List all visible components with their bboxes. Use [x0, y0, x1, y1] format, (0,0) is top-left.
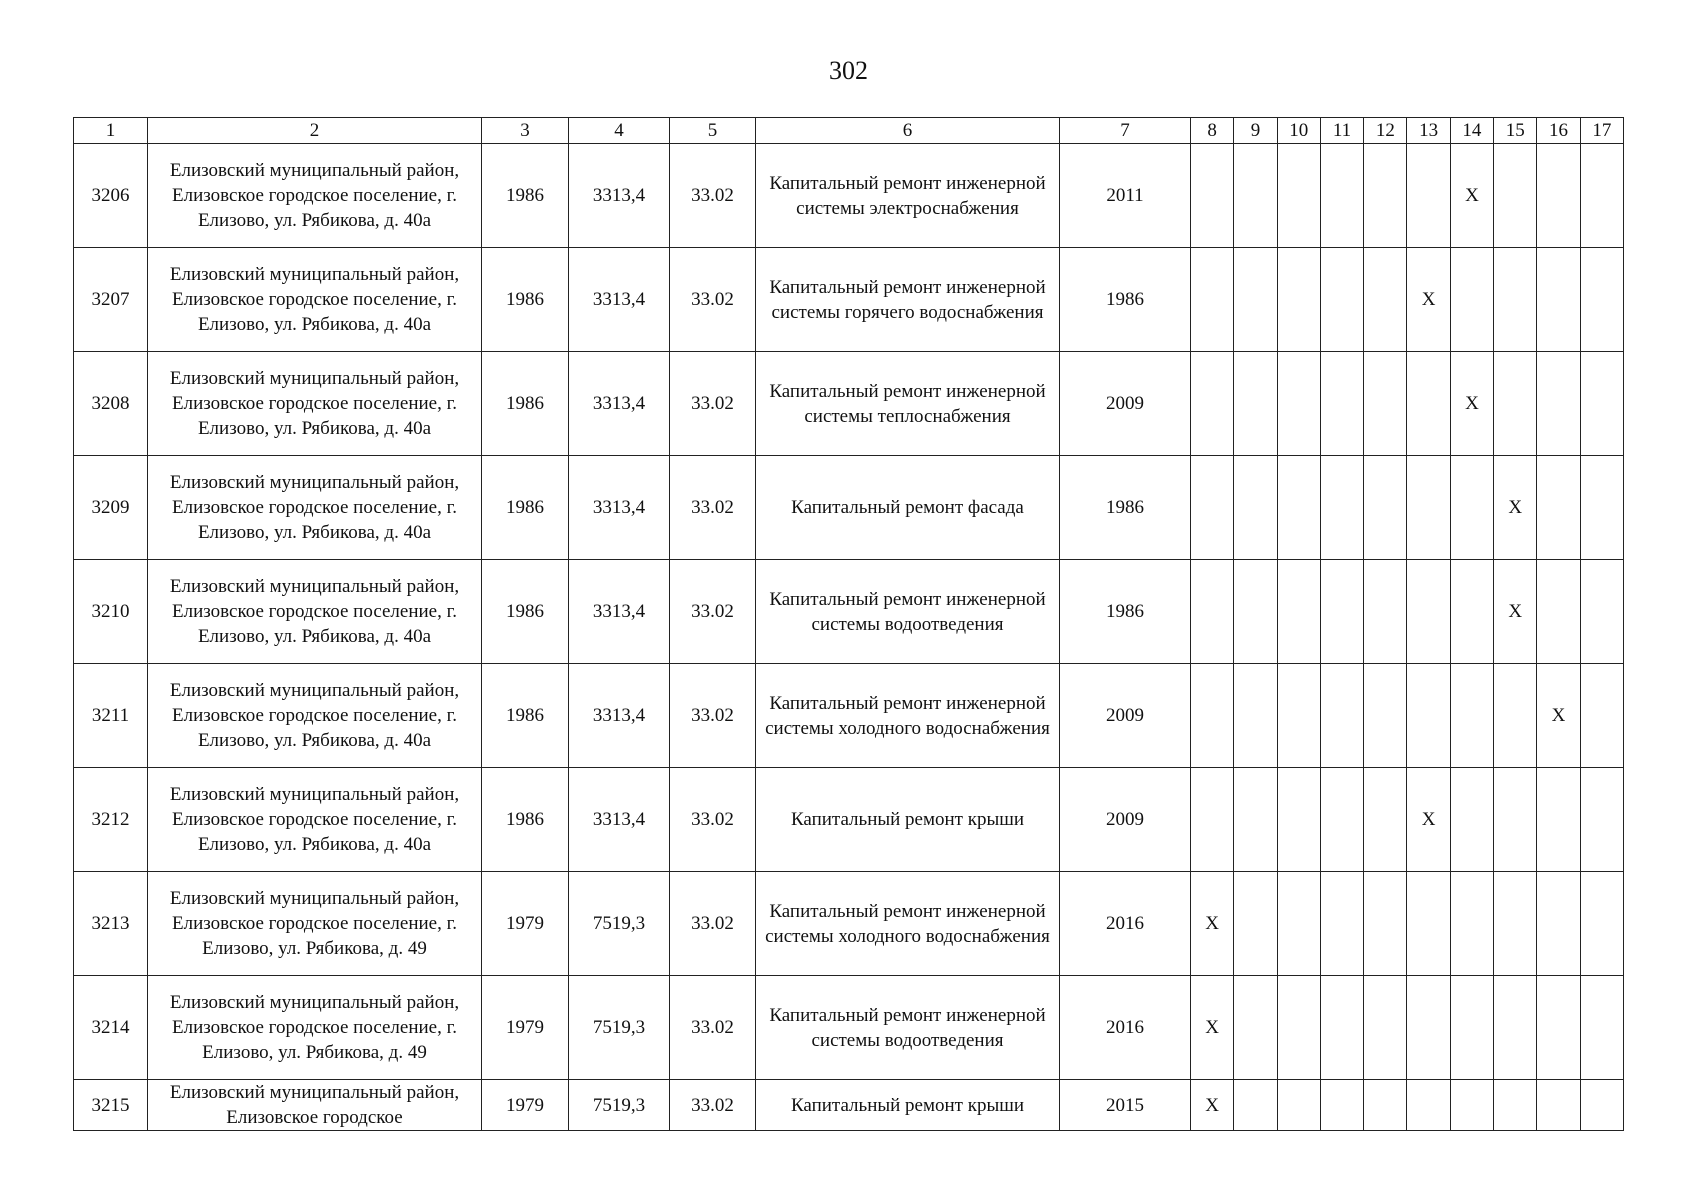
- mark-cell-col-8: X: [1191, 976, 1234, 1080]
- mark-cell-col-8: [1191, 560, 1234, 664]
- row-number: 3208: [74, 352, 148, 456]
- mark-cell-col-14: [1450, 248, 1493, 352]
- mark-cell-col-13: [1407, 976, 1450, 1080]
- mark-cell-col-17: [1580, 1080, 1623, 1131]
- mark-cell-col-14: [1450, 976, 1493, 1080]
- mark-cell-col-17: [1580, 144, 1623, 248]
- year-cell: 1986: [1060, 248, 1191, 352]
- year-cell: 2015: [1060, 1080, 1191, 1131]
- row-number: 3209: [74, 456, 148, 560]
- address-text: Елизовский муниципальный район, Елизовское городское: [169, 1082, 460, 1128]
- row-number: 3212: [74, 768, 148, 872]
- column-header-2: 2: [148, 118, 482, 144]
- area-cell: 7519,3: [569, 872, 670, 976]
- mark-cell-col-10: [1277, 144, 1320, 248]
- column-header-14: 14: [1450, 118, 1493, 144]
- work-type-cell: Капитальный ремонт крыши: [756, 768, 1060, 872]
- year-cell: 2009: [1060, 352, 1191, 456]
- work-type-cell: Капитальный ремонт фасада: [756, 456, 1060, 560]
- table-body: [74, 118, 1624, 1131]
- mark-cell-col-10: [1277, 976, 1320, 1080]
- mark-cell-col-13: X: [1407, 768, 1450, 872]
- work-type-cell: Капитальный ремонт инженерной системы холодного водоснабжения: [756, 872, 1060, 976]
- mark-cell-col-8: [1191, 664, 1234, 768]
- mark-cell-col-16: [1537, 768, 1580, 872]
- mark-cell-col-8: [1191, 456, 1234, 560]
- mark-cell-col-15: [1494, 1080, 1537, 1131]
- mark-cell-col-10: [1277, 560, 1320, 664]
- mark-cell-col-15: [1494, 872, 1537, 976]
- mark-cell-col-12: [1364, 664, 1407, 768]
- table-row: [74, 248, 1624, 352]
- mark-cell-col-12: [1364, 456, 1407, 560]
- mark-cell-col-17: [1580, 664, 1623, 768]
- mark-cell-col-12: [1364, 1080, 1407, 1131]
- year-built-cell: 1979: [482, 976, 569, 1080]
- column-header-12: 12: [1364, 118, 1407, 144]
- mark-cell-col-14: [1450, 456, 1493, 560]
- mark-cell-col-9: [1234, 560, 1277, 664]
- mark-cell-col-14: X: [1450, 144, 1493, 248]
- year-cell: 1986: [1060, 456, 1191, 560]
- work-type-cell: Капитальный ремонт инженерной системы холодного водоснабжения: [756, 664, 1060, 768]
- mark-cell-col-16: [1537, 560, 1580, 664]
- mark-cell-col-12: [1364, 872, 1407, 976]
- mark-cell-col-10: [1277, 456, 1320, 560]
- area-cell: 7519,3: [569, 1080, 670, 1131]
- year-built-cell: 1986: [482, 664, 569, 768]
- mark-cell-col-11: [1320, 872, 1363, 976]
- code-cell: 33.02: [670, 664, 756, 768]
- mark-cell-col-15: [1494, 352, 1537, 456]
- mark-cell-col-11: [1320, 352, 1363, 456]
- mark-cell-col-13: [1407, 872, 1450, 976]
- work-type-cell: Капитальный ремонт крыши: [756, 1080, 1060, 1131]
- code-cell: 33.02: [670, 248, 756, 352]
- column-header-8: 8: [1191, 118, 1234, 144]
- year-built-cell: 1986: [482, 768, 569, 872]
- mark-cell-col-17: [1580, 456, 1623, 560]
- mark-cell-col-11: [1320, 664, 1363, 768]
- mark-cell-col-17: [1580, 248, 1623, 352]
- row-number: 3213: [74, 872, 148, 976]
- column-header-16: 16: [1537, 118, 1580, 144]
- mark-cell-col-9: [1234, 768, 1277, 872]
- mark-cell-col-15: X: [1494, 456, 1537, 560]
- year-built-cell: 1986: [482, 248, 569, 352]
- mark-cell-col-8: X: [1191, 1080, 1234, 1131]
- work-type-cell: Капитальный ремонт инженерной системы водоотведения: [756, 976, 1060, 1080]
- mark-cell-col-16: [1537, 352, 1580, 456]
- mark-cell-col-12: [1364, 768, 1407, 872]
- column-header-6: 6: [756, 118, 1060, 144]
- mark-cell-col-12: [1364, 560, 1407, 664]
- table-row: [74, 456, 1624, 560]
- mark-cell-col-14: [1450, 1080, 1493, 1131]
- mark-cell-col-14: [1450, 664, 1493, 768]
- address-cell: Елизовский муниципальный район, Елизовское городское поселение, г. Елизово, ул. Рябикова, д. 49: [148, 976, 482, 1080]
- table-row: [74, 664, 1624, 768]
- address-cell: Елизовский муниципальный район, Елизовское городское поселение, г. Елизово, ул. Рябикова, д. 40а: [148, 664, 482, 768]
- year-cell: 2009: [1060, 768, 1191, 872]
- code-cell: 33.02: [670, 144, 756, 248]
- mark-cell-col-17: [1580, 560, 1623, 664]
- mark-cell-col-16: [1537, 248, 1580, 352]
- year-built-cell: 1986: [482, 352, 569, 456]
- row-number: 3211: [74, 664, 148, 768]
- mark-cell-col-13: X: [1407, 248, 1450, 352]
- mark-cell-col-13: [1407, 352, 1450, 456]
- mark-cell-col-12: [1364, 144, 1407, 248]
- mark-cell-col-11: [1320, 1080, 1363, 1131]
- column-header-10: 10: [1277, 118, 1320, 144]
- code-cell: 33.02: [670, 456, 756, 560]
- mark-cell-col-17: [1580, 768, 1623, 872]
- mark-cell-col-11: [1320, 976, 1363, 1080]
- mark-cell-col-10: [1277, 1080, 1320, 1131]
- column-header-11: 11: [1320, 118, 1363, 144]
- mark-cell-col-8: X: [1191, 872, 1234, 976]
- table-row: [74, 768, 1624, 872]
- mark-cell-col-15: [1494, 664, 1537, 768]
- column-header-5: 5: [670, 118, 756, 144]
- mark-cell-col-9: [1234, 248, 1277, 352]
- area-cell: 3313,4: [569, 768, 670, 872]
- mark-cell-col-11: [1320, 248, 1363, 352]
- address-cell: Елизовский муниципальный район, Елизовское городское поселение, г. Елизово, ул. Рябикова, д. 40а: [148, 456, 482, 560]
- mark-cell-col-15: X: [1494, 560, 1537, 664]
- code-cell: 33.02: [670, 872, 756, 976]
- column-header-17: 17: [1580, 118, 1623, 144]
- column-header-13: 13: [1407, 118, 1450, 144]
- mark-cell-col-17: [1580, 976, 1623, 1080]
- address-cell: Елизовский муниципальный район, Елизовское городское поселение, г. Елизово, ул. Рябикова, д. 40а: [148, 248, 482, 352]
- mark-cell-col-9: [1234, 976, 1277, 1080]
- mark-cell-col-16: [1537, 144, 1580, 248]
- code-cell: 33.02: [670, 768, 756, 872]
- mark-cell-col-9: [1234, 872, 1277, 976]
- mark-cell-col-11: [1320, 456, 1363, 560]
- code-cell: 33.02: [670, 560, 756, 664]
- area-cell: 7519,3: [569, 976, 670, 1080]
- year-built-cell: 1986: [482, 144, 569, 248]
- mark-cell-col-13: [1407, 560, 1450, 664]
- mark-cell-col-13: [1407, 1080, 1450, 1131]
- table-row: [74, 976, 1624, 1080]
- mark-cell-col-10: [1277, 248, 1320, 352]
- year-built-cell: 1986: [482, 456, 569, 560]
- year-cell: 2016: [1060, 976, 1191, 1080]
- mark-cell-col-14: [1450, 872, 1493, 976]
- work-type-cell: Капитальный ремонт инженерной системы теплоснабжения: [756, 352, 1060, 456]
- column-header-1: 1: [74, 118, 148, 144]
- table-row: [74, 352, 1624, 456]
- area-cell: 3313,4: [569, 456, 670, 560]
- row-number: 3206: [74, 144, 148, 248]
- mark-cell-col-13: [1407, 144, 1450, 248]
- page-number: 302: [829, 56, 868, 85]
- column-header-3: 3: [482, 118, 569, 144]
- mark-cell-col-11: [1320, 768, 1363, 872]
- work-type-cell: Капитальный ремонт инженерной системы водоотведения: [756, 560, 1060, 664]
- mark-cell-col-9: [1234, 1080, 1277, 1131]
- mark-cell-col-15: [1494, 144, 1537, 248]
- mark-cell-col-13: [1407, 664, 1450, 768]
- address-cell: Елизовский муниципальный район, Елизовское городское поселение, г. Елизово, ул. Рябикова, д. 49: [148, 872, 482, 976]
- address-cell: Елизовский муниципальный район, Елизовское городское поселение, г. Елизово, ул. Рябикова, д. 40а: [148, 768, 482, 872]
- mark-cell-col-17: [1580, 872, 1623, 976]
- capital-repair-table: [73, 117, 1624, 1131]
- year-built-cell: 1986: [482, 560, 569, 664]
- year-cell: 1986: [1060, 560, 1191, 664]
- mark-cell-col-13: [1407, 456, 1450, 560]
- mark-cell-col-14: [1450, 768, 1493, 872]
- row-number: 3215: [74, 1080, 148, 1131]
- address-cell: [148, 1080, 482, 1131]
- mark-cell-col-10: [1277, 664, 1320, 768]
- mark-cell-col-16: [1537, 456, 1580, 560]
- table-row: [74, 1080, 1624, 1131]
- area-cell: 3313,4: [569, 560, 670, 664]
- mark-cell-col-8: [1191, 248, 1234, 352]
- mark-cell-col-8: [1191, 768, 1234, 872]
- mark-cell-col-10: [1277, 352, 1320, 456]
- address-cell: Елизовский муниципальный район, Елизовское городское поселение, г. Елизово, ул. Рябикова, д. 40а: [148, 144, 482, 248]
- mark-cell-col-10: [1277, 768, 1320, 872]
- column-header-9: 9: [1234, 118, 1277, 144]
- row-number: 3210: [74, 560, 148, 664]
- mark-cell-col-15: [1494, 768, 1537, 872]
- area-cell: 3313,4: [569, 144, 670, 248]
- mark-cell-col-9: [1234, 144, 1277, 248]
- column-header-15: 15: [1494, 118, 1537, 144]
- table-row: [74, 144, 1624, 248]
- mark-cell-col-12: [1364, 976, 1407, 1080]
- mark-cell-col-11: [1320, 560, 1363, 664]
- mark-cell-col-15: [1494, 248, 1537, 352]
- area-cell: 3313,4: [569, 248, 670, 352]
- year-cell: 2011: [1060, 144, 1191, 248]
- code-cell: 33.02: [670, 352, 756, 456]
- mark-cell-col-11: [1320, 144, 1363, 248]
- column-header-7: 7: [1060, 118, 1191, 144]
- year-cell: 2009: [1060, 664, 1191, 768]
- mark-cell-col-9: [1234, 456, 1277, 560]
- year-built-cell: 1979: [482, 872, 569, 976]
- mark-cell-col-8: [1191, 352, 1234, 456]
- mark-cell-col-14: [1450, 560, 1493, 664]
- mark-cell-col-16: [1537, 872, 1580, 976]
- mark-cell-col-16: [1537, 976, 1580, 1080]
- column-header-4: 4: [569, 118, 670, 144]
- year-built-cell: 1979: [482, 1080, 569, 1131]
- mark-cell-col-12: [1364, 248, 1407, 352]
- mark-cell-col-15: [1494, 976, 1537, 1080]
- table-row: [74, 872, 1624, 976]
- area-cell: 3313,4: [569, 352, 670, 456]
- mark-cell-col-10: [1277, 872, 1320, 976]
- mark-cell-col-16: X: [1537, 664, 1580, 768]
- work-type-cell: Капитальный ремонт инженерной системы горячего водоснабжения: [756, 248, 1060, 352]
- area-cell: 3313,4: [569, 664, 670, 768]
- address-cell: Елизовский муниципальный район, Елизовское городское поселение, г. Елизово, ул. Рябикова, д. 40а: [148, 352, 482, 456]
- mark-cell-col-17: [1580, 352, 1623, 456]
- mark-cell-col-9: [1234, 352, 1277, 456]
- address-cell: Елизовский муниципальный район, Елизовское городское поселение, г. Елизово, ул. Рябикова, д. 40а: [148, 560, 482, 664]
- year-cell: 2016: [1060, 872, 1191, 976]
- mark-cell-col-12: [1364, 352, 1407, 456]
- code-cell: 33.02: [670, 976, 756, 1080]
- header-row: [74, 118, 1624, 144]
- work-type-cell: Капитальный ремонт инженерной системы электроснабжения: [756, 144, 1060, 248]
- row-number: 3207: [74, 248, 148, 352]
- mark-cell-col-8: [1191, 144, 1234, 248]
- mark-cell-col-14: X: [1450, 352, 1493, 456]
- mark-cell-col-16: [1537, 1080, 1580, 1131]
- table-row: [74, 560, 1624, 664]
- code-cell: 33.02: [670, 1080, 756, 1131]
- mark-cell-col-9: [1234, 664, 1277, 768]
- row-number: 3214: [74, 976, 148, 1080]
